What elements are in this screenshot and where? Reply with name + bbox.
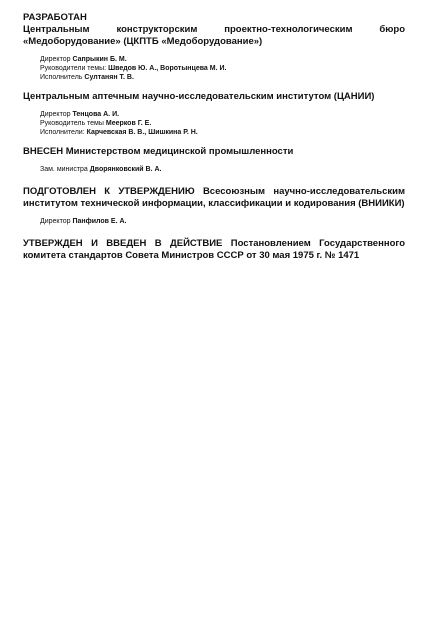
vnesen-deputy-line bbox=[40, 165, 405, 174]
org1-executor-line bbox=[40, 73, 405, 82]
podgotovlen-director-label: Директор bbox=[40, 218, 71, 225]
org1-director-label: Директор bbox=[40, 56, 71, 63]
org2-director-line bbox=[40, 110, 405, 119]
org1-leaders-line bbox=[40, 64, 405, 73]
org2-leader-line bbox=[40, 119, 405, 128]
razrabotan-heading: РАЗРАБОТАН bbox=[23, 12, 87, 23]
utverzhden-paragraph bbox=[23, 238, 405, 262]
org2-executors-names: Карчевская В. В., Шишкина Р. Н. bbox=[86, 129, 198, 136]
org2-executors-line bbox=[40, 128, 405, 137]
utverzhden-heading: УТВЕРЖДЕН И ВВЕДЕН В ДЕЙСТВИЕ bbox=[23, 238, 223, 249]
org1-leaders-label: Руководители темы: bbox=[40, 65, 107, 72]
vnesen-paragraph bbox=[23, 146, 405, 158]
org1-leaders-names: Шведов Ю. А., Воротынцева М. И. bbox=[108, 65, 227, 72]
org1-executor-label: Исполнитель bbox=[40, 74, 83, 81]
org2-director-name: Тенцова А. И. bbox=[72, 111, 120, 118]
podgotovlen-heading: ПОДГОТОВЛЕН К УТВЕРЖДЕНИЮ bbox=[23, 186, 195, 197]
vnesen-deputy-label: Зам. министра bbox=[40, 166, 88, 173]
vnesen-deputy-name: Дворянковский В. А. bbox=[89, 166, 162, 173]
podgotovlen-text: Всесоюзным научно-исследовательским институтом технической информации, классификации и кодирования (ВНИИКИ) bbox=[23, 186, 406, 209]
org1-director-line bbox=[40, 55, 405, 64]
podgotovlen-paragraph bbox=[23, 186, 405, 210]
org1-director-name: Сапрыкин Б. М. bbox=[72, 56, 127, 63]
org1-executor-name: Султанян Т. В. bbox=[84, 74, 134, 81]
org2-name: Центральным аптечным научно-исследовательским институтом (ЦАНИИ) bbox=[23, 91, 375, 102]
section-vnesen bbox=[23, 146, 405, 174]
org1-name: Центральным конструкторским проектно-технологическим бюро «Медоборудование» (ЦКПТБ «Медоборудование») bbox=[23, 24, 405, 47]
document-page bbox=[23, 12, 405, 262]
org2-director-label: Директор bbox=[40, 111, 71, 118]
podgotovlen-director-line bbox=[40, 217, 405, 226]
section-podgotovlen bbox=[23, 186, 405, 226]
section-razrabotan bbox=[23, 12, 405, 137]
section-utverzhden bbox=[23, 238, 405, 262]
vnesen-text: Министерством медицинской промышленности bbox=[65, 146, 294, 157]
org2-leader-label: Руководитель темы bbox=[40, 120, 104, 127]
org2-executors-label: Исполнители: bbox=[40, 129, 85, 136]
org2-leader-name: Меерков Г. Е. bbox=[105, 120, 152, 127]
utverzhden-text: Постановлением Государственного комитета стандартов Совета Министров СССР от 30 мая 1975 г. № 1471 bbox=[23, 238, 406, 261]
podgotovlen-director-name: Панфилов Е. А. bbox=[72, 218, 127, 225]
vnesen-heading: ВНЕСЕН bbox=[23, 146, 64, 157]
